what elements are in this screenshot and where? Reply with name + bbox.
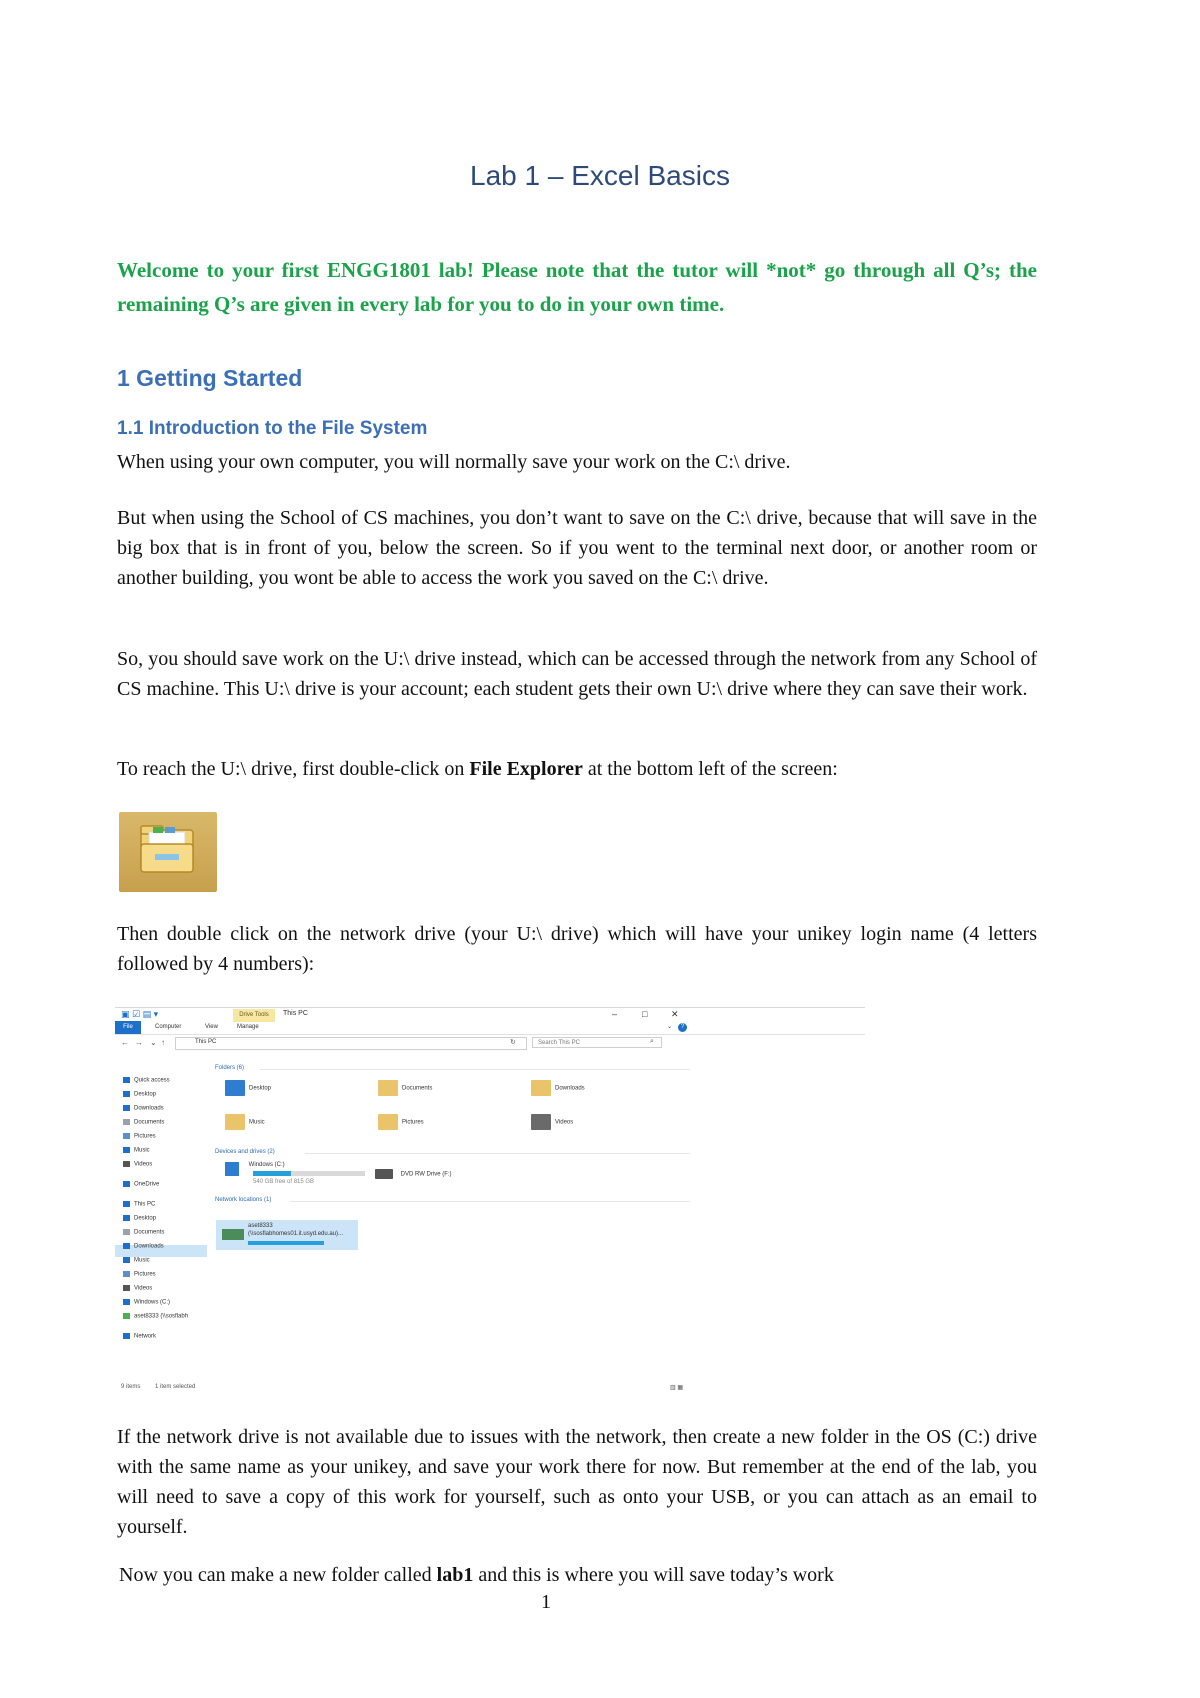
address-bar-row: [115, 1035, 865, 1051]
navigation-pane: [115, 1055, 210, 1375]
sidebar-label: Downloads: [134, 1243, 164, 1250]
page-title: Lab 1 – Excel Basics: [470, 160, 730, 191]
explorer-titlebar: [115, 1007, 865, 1022]
sidebar-item-desktop[interactable]: [123, 1091, 156, 1098]
sidebar-item-pictures[interactable]: [123, 1133, 156, 1140]
minimize-icon[interactable]: –: [612, 1009, 618, 1019]
paragraph-own-computer: When using your own computer, you will normally save your work on the C:\ drive.: [117, 451, 791, 473]
sidebar-label: Downloads: [134, 1105, 164, 1112]
folder-pictures[interactable]: [378, 1114, 424, 1130]
folder-desktop[interactable]: [225, 1080, 271, 1096]
paragraph-network-drive: Then double click on the network drive (your U:\ drive) which will have your unikey login name (4 letters followed by 4 numbers):: [117, 923, 1037, 975]
paragraph-fallback: If the network drive is not available due to issues with the network, then create a new folder in the OS (C:) drive with the same name as your unikey, and save your work there for now. But remember at the end of the lab, you will need to save a copy of this work for yourself, such as onto your USB, or you can attach as an email to yourself.: [117, 1426, 1037, 1538]
folder-downloads[interactable]: [531, 1080, 585, 1096]
tab-manage[interactable]: Manage: [237, 1024, 259, 1030]
sidebar-label: Documents: [134, 1119, 165, 1126]
tab-view[interactable]: View: [205, 1024, 218, 1030]
explorer-screenshot: [115, 1007, 865, 1397]
tab-file[interactable]: File: [115, 1021, 141, 1034]
ribbon-expand-icon[interactable]: ⌄: [667, 1024, 673, 1030]
drive-c-usage-bar: [253, 1171, 365, 1176]
maximize-icon[interactable]: □: [642, 1009, 648, 1019]
folder-label: Documents: [402, 1085, 433, 1092]
text-fragment: at the bottom left of the screen:: [582, 758, 838, 780]
network-drive-name: aset8333: [248, 1223, 273, 1229]
sidebar-item-videos[interactable]: [123, 1161, 152, 1168]
sidebar-label: aset8333 (\\sosflabh: [134, 1313, 189, 1320]
sidebar-label: Videos: [134, 1285, 153, 1292]
recent-dropdown-icon[interactable]: ⌄: [150, 1038, 157, 1047]
ribbon-tabs: [115, 1021, 865, 1035]
drive-c-usage-fill: [253, 1171, 291, 1176]
network-drive-icon: [222, 1229, 244, 1240]
folder-videos[interactable]: [531, 1114, 573, 1130]
paragraph-u-drive: So, you should save work on the U:\ drive instead, which can be accessed through the network from any School of CS machine. This U:\ drive is your account; each student gets their own U:\ drive where they can save their work.: [117, 648, 1037, 700]
page-number: 1: [541, 1591, 551, 1613]
sidebar-label: OneDrive: [134, 1181, 160, 1188]
sidebar-item-onedrive[interactable]: [123, 1181, 159, 1188]
drive-c-free-space: 540 GB free of 815 GB: [253, 1179, 315, 1185]
up-icon[interactable]: ↑: [161, 1038, 165, 1047]
sidebar-label: Music: [134, 1257, 150, 1264]
text-fragment: Now you can make a new folder called: [119, 1564, 437, 1586]
window-title: This PC: [283, 1010, 308, 1017]
help-icon[interactable]: ?: [678, 1023, 687, 1032]
sidebar-item-quick-access[interactable]: [123, 1077, 170, 1084]
file-explorer-icon: [119, 812, 217, 892]
group-network-header[interactable]: Network locations (1): [215, 1197, 272, 1203]
network-drive-item[interactable]: [216, 1220, 358, 1250]
sidebar-label: Documents: [134, 1229, 165, 1236]
sidebar-item-pc-desktop[interactable]: [123, 1215, 156, 1222]
sidebar-item-network[interactable]: [123, 1333, 156, 1340]
tab-computer[interactable]: Computer: [155, 1024, 182, 1030]
sidebar-item-downloads[interactable]: [123, 1105, 164, 1112]
search-input[interactable]: Search This PC: [532, 1037, 662, 1048]
sidebar-label: Windows (C:): [134, 1299, 171, 1306]
address-box[interactable]: [175, 1037, 527, 1050]
forward-icon[interactable]: →: [135, 1038, 143, 1047]
network-drive-usage-bar: [248, 1241, 324, 1245]
back-icon[interactable]: ←: [121, 1038, 129, 1047]
folder-label: Downloads: [555, 1085, 585, 1092]
paragraph-new-folder: [119, 1560, 1039, 1590]
folder-music[interactable]: [225, 1114, 265, 1130]
quick-access-toolbar-icon: ▣ ☑ ▤ ▾: [121, 1009, 159, 1019]
windows-drive-icon: [225, 1162, 239, 1176]
sidebar-item-pc-documents[interactable]: [123, 1229, 164, 1236]
close-icon[interactable]: ✕: [671, 1009, 679, 1019]
sidebar-item-pc-pictures[interactable]: [123, 1271, 156, 1278]
text-fragment: To reach the U:\ drive, first double-click on: [117, 758, 470, 780]
sidebar-item-network-drive[interactable]: [123, 1313, 188, 1320]
folder-label: Videos: [555, 1119, 574, 1126]
sidebar-label: Pictures: [134, 1133, 156, 1140]
network-drive-path: (\\sosflabhomes01.it.usyd.edu.au)...: [248, 1231, 344, 1237]
sidebar-label: Quick access: [134, 1077, 170, 1084]
address-text: This PC: [195, 1039, 217, 1045]
folder-documents[interactable]: [378, 1080, 432, 1096]
folder-label: Desktop: [249, 1085, 272, 1092]
drive-label: Windows (C:): [248, 1162, 285, 1168]
sidebar-label: Desktop: [134, 1215, 157, 1222]
dvd-drive-icon: [375, 1169, 393, 1179]
section-heading: 1 Getting Started: [117, 365, 303, 391]
paragraph-reach-u-drive: [117, 754, 1037, 784]
sidebar-label: Videos: [134, 1161, 153, 1168]
drive-dvd[interactable]: [375, 1169, 452, 1179]
group-folders-header[interactable]: Folders (6): [215, 1065, 245, 1071]
file-explorer-bold: File Explorer: [469, 758, 583, 780]
sidebar-item-pc-music[interactable]: [123, 1257, 150, 1264]
group-divider: [260, 1069, 690, 1070]
view-toggle-icons[interactable]: ▥ ▦: [670, 1385, 684, 1391]
status-selected: 1 item selected: [155, 1384, 196, 1390]
refresh-icon[interactable]: ↻: [510, 1039, 516, 1046]
folder-label: Music: [249, 1119, 265, 1126]
sidebar-label: Desktop: [134, 1091, 157, 1098]
folder-label: Pictures: [402, 1119, 424, 1126]
sidebar-item-music[interactable]: [123, 1147, 150, 1154]
subsection-heading: 1.1 Introduction to the File System: [117, 418, 428, 439]
search-icon: ⌕: [650, 1038, 654, 1045]
group-divider: [305, 1153, 690, 1154]
group-drives-header[interactable]: Devices and drives (2): [215, 1149, 275, 1155]
sidebar-item-pc-downloads[interactable]: [123, 1243, 164, 1250]
sidebar-label: Music: [134, 1147, 150, 1154]
drive-tools-label: Drive Tools: [233, 1009, 275, 1022]
sidebar-label: Pictures: [134, 1271, 156, 1278]
group-divider: [290, 1201, 690, 1202]
sidebar-item-pc-videos[interactable]: [123, 1285, 152, 1292]
sidebar-item-this-pc[interactable]: [123, 1201, 155, 1208]
text-fragment: and this is where you will save today’s work: [473, 1564, 834, 1586]
lab1-bold: lab1: [436, 1564, 474, 1586]
paragraph-school-machines: But when using the School of CS machines, you don’t want to save on the C:\ drive, because that will save in the big box that is in front of you, below the screen. So if you went to the terminal next door, or another room or another building, you wont be able to access the work you saved on the C:\ drive.: [117, 507, 1037, 589]
sidebar-label: This PC: [134, 1201, 156, 1208]
welcome-note: Welcome to your first ENGG1801 lab! Please note that the tutor will *not* go through all Q’s; the remaining Q’s are given in every lab for you to do in your own time.: [117, 258, 1037, 316]
sidebar-item-documents[interactable]: [123, 1119, 164, 1126]
sidebar-label: Network: [134, 1333, 157, 1340]
sidebar-item-windows-c[interactable]: [123, 1299, 170, 1306]
drive-label: DVD RW Drive (F:): [400, 1171, 452, 1178]
status-item-count: 9 items: [121, 1384, 141, 1390]
